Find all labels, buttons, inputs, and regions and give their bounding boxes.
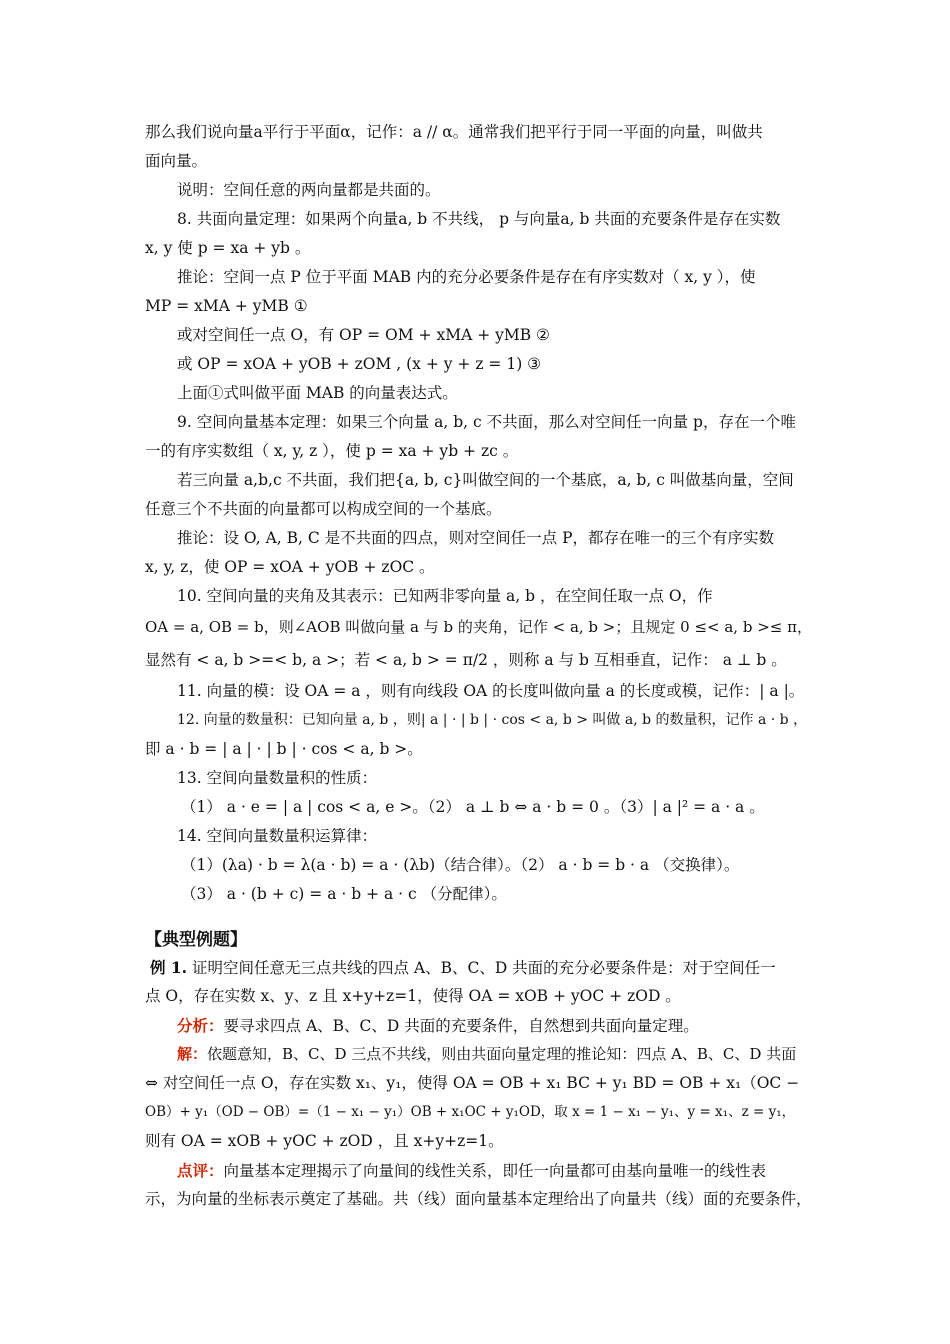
text-line: 面向量。 <box>145 152 208 170</box>
text-line: 任意三个不共面的向量都可以构成空间的一个基底。 <box>145 500 502 518</box>
theorem-8: 8. 共面向量定理：如果两个向量a, b 不共线， p 与向量a, b 共面的充要条件是存在实数 <box>177 210 781 228</box>
theorem-12: 12. 向量的数量积：已知向量 a, b ，则| a | · | b | · cos < a, b > 叫做 a, b 的数量积，记作 a · b ， <box>177 712 808 728</box>
text-line: x, y 使 p = xa + yb 。 <box>145 239 311 257</box>
analysis-text: 要寻求四点 A、B、C、D 共面的充要条件，自然想到共面向量定理。 <box>223 1017 699 1035</box>
text-line: 说明：空间任意的两向量都是共面的。 <box>177 181 441 199</box>
text-line: 即 a · b = | a | · | b | · cos < a, b >。 <box>145 740 423 758</box>
text-line: （1）(λa) · b = λ(a · b) = a · (λb)（结合律）。（2） a · b = b · a （交换律）。 <box>181 856 740 874</box>
theorem-10: 10. 空间向量的夹角及其表示：已知两非零向量 a, b ，在空间任取一点 O，作 <box>177 587 713 605</box>
text-line: OA = a, OB = b，则∠AOB 叫做向量 a 与 b 的夹角，记作 < a, b >；且规定 0 ≤< a, b >≤ π， <box>145 618 812 636</box>
formula-1: MP = xMA + yMB ① <box>145 297 308 315</box>
text-line: 显然有 < a, b >=< b, a >；若 < a, b > = π/2 ，则称 a 与 b 互相垂直，记作： a ⊥ b 。 <box>145 651 787 669</box>
comment-text: 向量基本定理揭示了向量间的线性关系，即任一向量都可由基向量唯一的线性表 <box>223 1162 767 1180</box>
theorem-14: 14. 空间向量数量积运算律： <box>177 827 378 845</box>
comment-label: 点评： <box>177 1161 224 1180</box>
analysis-line <box>145 1011 815 1040</box>
formula-3: 或 OP = xOA + yOB + zOM , (x + y + z = 1) ③ <box>177 355 542 373</box>
text-line: 示，为向量的坐标表示奠定了基础。共（线）面向量基本定理给出了向量共（线）面的充要条件， <box>145 1190 812 1208</box>
section-heading: 【典型例题】 <box>145 930 247 950</box>
theorem-13: 13. 空间向量数量积的性质： <box>177 769 378 787</box>
example-label: 例 1. <box>149 958 188 977</box>
text-line: 那么我们说向量a平行于平面α，记作：a // α。通常我们把平行于同一平面的向量，叫做共 <box>145 123 763 141</box>
comment-line <box>145 1156 815 1185</box>
example-text: 证明空间任意无三点共线的四点 A、B、C、D 共面的充分必要条件是：对于空间任一 <box>191 959 776 977</box>
text-line: （1） a · e = | a | cos < a, e >。（2） a ⊥ b ⇔ a · b = 0 。（3）| a |² = a · a 。 <box>181 798 765 816</box>
analysis-label: 分析： <box>177 1016 224 1035</box>
theorem-11: 11. 向量的模：设 OA = a ，则有向线段 OA 的长度叫做向量 a 的长度或模，记作：| a |。 <box>177 682 805 700</box>
text-line: 则有 OA = xOB + yOC + zOD ，且 x+y+z=1。 <box>145 1132 504 1150</box>
text-line: 一的有序实数组（ x, y, z ），使 p = xa + yb + zc 。 <box>145 442 519 460</box>
theorem-9: 9. 空间向量基本定理：如果三个向量 a, b, c 不共面，那么对空间任一向量 p，存在一个唯 <box>177 413 796 431</box>
text-line: 点 O，存在实数 x、y、z 且 x+y+z=1，使得 OA = xOB + yOC + zOD 。 <box>145 987 681 1005</box>
text-line: 推论：空间一点 P 位于平面 MAB 内的充分必要条件是存在有序实数对（ x, y ），使 <box>177 268 756 286</box>
solution-text: 依题意知，B、C、D 三点不共线，则由共面向量定理的推论知：四点 A、B、C、D 共面 <box>207 1045 797 1063</box>
text-line: 上面①式叫做平面 MAB 的向量表达式。 <box>177 384 458 402</box>
solution-line <box>145 1040 815 1069</box>
text-line: 若三向量 a,b,c 不共面，我们把{a, b, c}叫做空间的一个基底，a, b, c 叫做基向量，空间 <box>177 471 794 489</box>
text-line: OB）+ y₁（OD − OB）=（1 − x₁ − y₁）OB + x₁OC + y₁OD，取 x = 1 − x₁ − y₁、y = x₁、z = y₁， <box>145 1104 796 1120</box>
text-line: ⇔ 对空间任一点 O，存在实数 x₁、y₁，使得 OA = OB + x₁ BC + y₁ BD = OB + x₁（OC − <box>145 1074 800 1092</box>
document-page <box>145 118 815 1214</box>
formula-2: 或对空间任一点 O，有 OP = OM + xMA + yMB ② <box>177 326 550 344</box>
text-line: 推论：设 O, A, B, C 是不共面的四点，则对空间任一点 P，都存在唯一的三个有序实数 <box>177 529 775 547</box>
example-1-line <box>145 953 815 982</box>
text-line: （3） a · (b + c) = a · b + a · c （分配律）。 <box>181 885 507 903</box>
solution-label: 解： <box>177 1045 208 1063</box>
text-line: x, y, z，使 OP = xOA + yOB + zOC 。 <box>145 558 435 576</box>
